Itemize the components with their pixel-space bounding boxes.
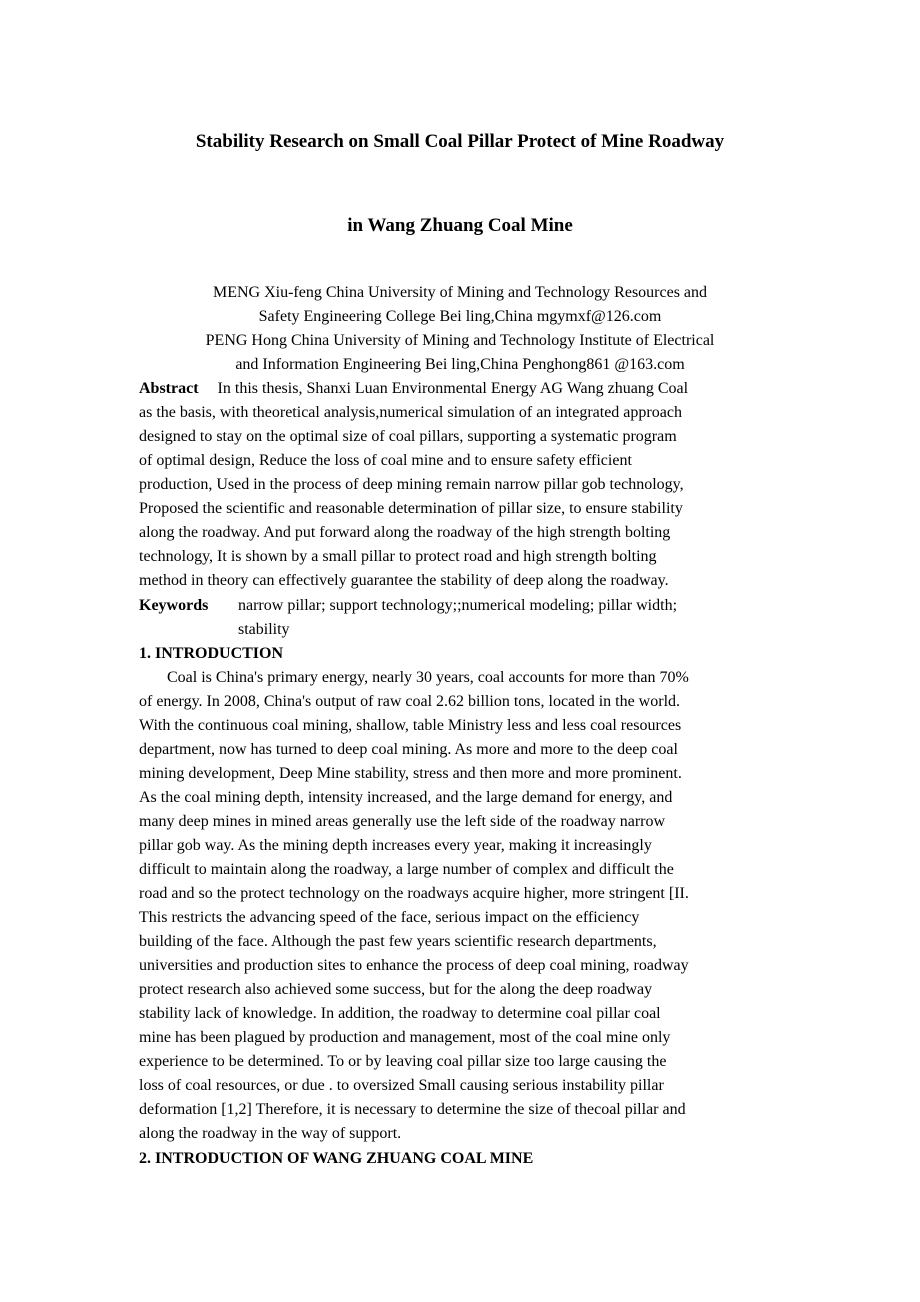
paper-title-line1: Stability Research on Small Coal Pillar Protect of Mine Roadway xyxy=(195,131,725,152)
keywords-text-line1: narrow pillar; support technology;;numerical modeling; pillar width; xyxy=(238,597,678,614)
section1-text-line: of energy. In 2008, China's output of raw coal 2.62 billion tons, located in the world. xyxy=(139,693,681,710)
section1-text-line: protect research also achieved some success, but for the along the deep roadway xyxy=(139,981,653,998)
abstract-line xyxy=(139,377,688,401)
section1-text-line: department, now has turned to deep coal mining. As more and more to the deep coal xyxy=(139,741,678,758)
section1-text-line: mine has been plagued by production and management, most of the coal mine only xyxy=(139,1029,671,1046)
section1-text-line: deformation [1,2] Therefore, it is necessary to determine the size of thecoal pillar and xyxy=(139,1101,686,1118)
section1-text-line: universities and production sites to enhance the process of deep coal mining, roadway xyxy=(139,957,689,974)
section1-text-line: many deep mines in mined areas generally use the left side of the roadway narrow xyxy=(139,813,666,830)
paper-title-line2: in Wang Zhuang Coal Mine xyxy=(347,215,573,236)
author1-line2: Safety Engineering College Bei ling,China mgymxf@126.com xyxy=(258,308,662,325)
section1-text-line: building of the face. Although the past few years scientific research departments, xyxy=(139,933,657,950)
section1-text-line: With the continuous coal mining, shallow, table Ministry less and less coal resources xyxy=(139,717,682,734)
abstract-text-line: along the roadway. And put forward along the roadway of the high strength bolting xyxy=(139,524,671,541)
section2-heading: 2. INTRODUCTION OF WANG ZHUANG COAL MINE xyxy=(139,1150,534,1167)
abstract-text-line: of optimal design, Reduce the loss of coal mine and to ensure safety efficient xyxy=(139,452,632,469)
section1-text-line: loss of coal resources, or due . to oversized Small causing serious instability pillar xyxy=(139,1077,664,1094)
author-block-1 xyxy=(0,281,920,329)
abstract-text-line: designed to stay on the optimal size of coal pillars, supporting a systematic program xyxy=(139,428,677,445)
abstract-label: Abstract xyxy=(139,380,199,397)
section1-text-line: pillar gob way. As the mining depth increases every year, making it increasingly xyxy=(139,837,652,854)
section1-text-line: Coal is China's primary energy, nearly 30 years, coal accounts for more than 70% xyxy=(167,669,689,686)
keywords-label: Keywords xyxy=(139,597,209,614)
section1-text-line: As the coal mining depth, intensity increased, and the large demand for energy, and xyxy=(139,789,673,806)
author2-line2: and Information Engineering Bei ling,China Penghong861 @163.com xyxy=(235,356,685,373)
abstract-text-line: method in theory can effectively guarantee the stability of deep along the roadway. xyxy=(139,572,669,589)
section1-text-line: stability lack of knowledge. In addition, the roadway to determine coal pillar coal xyxy=(139,1005,661,1022)
section1-text-line: experience to be determined. To or by leaving coal pillar size too large causing the xyxy=(139,1053,667,1070)
abstract-text-line: In this thesis, Shanxi Luan Environmental Energy AG Wang zhuang Coal xyxy=(217,380,689,397)
section1-text-line: road and so the protect technology on the roadways acquire higher, more stringent [II. xyxy=(139,885,689,902)
author2-line1: PENG Hong China University of Mining and Technology Institute of Electrical xyxy=(205,332,715,349)
section1-text-line: difficult to maintain along the roadway, a large number of complex and difficult the xyxy=(139,861,674,878)
abstract-text-line: production, Used in the process of deep mining remain narrow pillar gob technology, xyxy=(139,476,684,493)
section1-heading: 1. INTRODUCTION xyxy=(139,645,284,662)
abstract-text-line: as the basis, with theoretical analysis,numerical simulation of an integrated approach xyxy=(139,404,682,421)
abstract-text-line: technology, It is shown by a small pillar to protect road and high strength bolting xyxy=(139,548,657,565)
section1-text-line: mining development, Deep Mine stability, stress and then more and more prominent. xyxy=(139,765,682,782)
author-block-2 xyxy=(0,329,920,377)
section1-text-line: along the roadway in the way of support. xyxy=(139,1125,402,1142)
keywords-text-line2: stability xyxy=(238,621,290,638)
section1-text-line: This restricts the advancing speed of the face, serious impact on the efficiency xyxy=(139,909,640,926)
abstract-text-line: Proposed the scientific and reasonable determination of pillar size, to ensure stability xyxy=(139,500,683,517)
author1-line1: MENG Xiu-feng China University of Mining and Technology Resources and xyxy=(212,284,708,301)
